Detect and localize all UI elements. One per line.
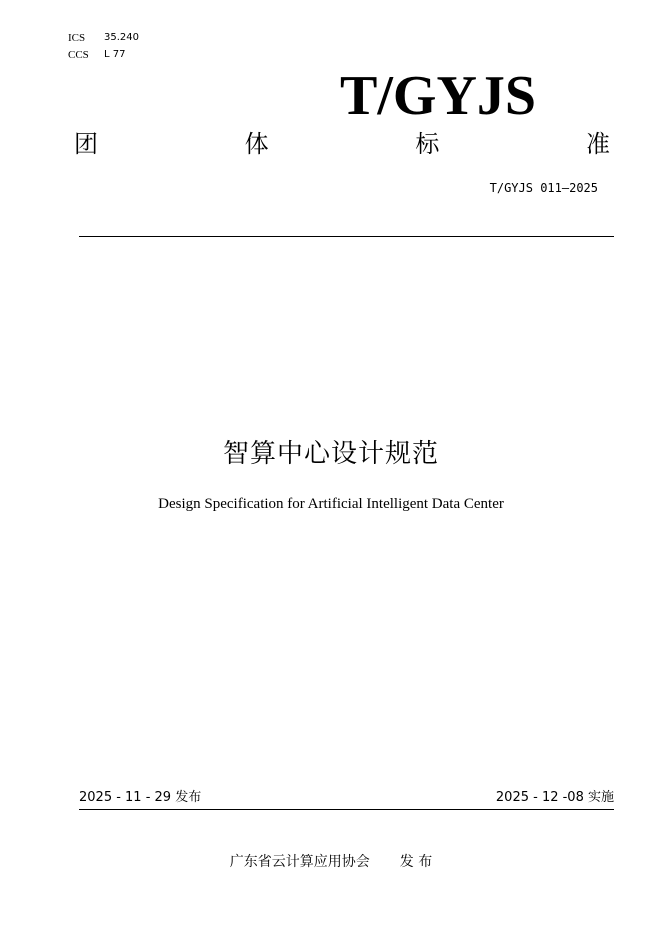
top-divider [79, 236, 614, 237]
standard-number: T/GYJS 011—2025 [489, 181, 598, 195]
document-title-cn: 智算中心设计规范 [222, 439, 439, 469]
standard-type-char: 体 [244, 130, 269, 158]
ccs-label: CCS [68, 49, 89, 61]
date-row [79, 788, 614, 808]
ccs-value: L 77 [104, 49, 126, 60]
ics-label: ICS [68, 32, 86, 44]
bottom-divider [79, 809, 614, 810]
implement-date: 2025 - 12 -08 实施 [495, 790, 614, 805]
document-title-en: Design Specification for Artificial Intelligent Data Center [158, 496, 504, 512]
publisher-row [0, 852, 662, 872]
publish-date: 2025 - 11 - 29 发布 [79, 790, 202, 805]
standard-type-char: 团 [74, 130, 98, 158]
standard-type-char: 标 [415, 130, 440, 158]
org-code-title: T/GYJS [340, 65, 537, 127]
publish-action: 发 布 [399, 854, 433, 870]
standard-type-char: 准 [585, 130, 610, 158]
ics-value: 35.240 [104, 32, 139, 43]
publisher-name: 广东省云计算应用协会 [229, 854, 370, 870]
standard-type [74, 128, 610, 160]
